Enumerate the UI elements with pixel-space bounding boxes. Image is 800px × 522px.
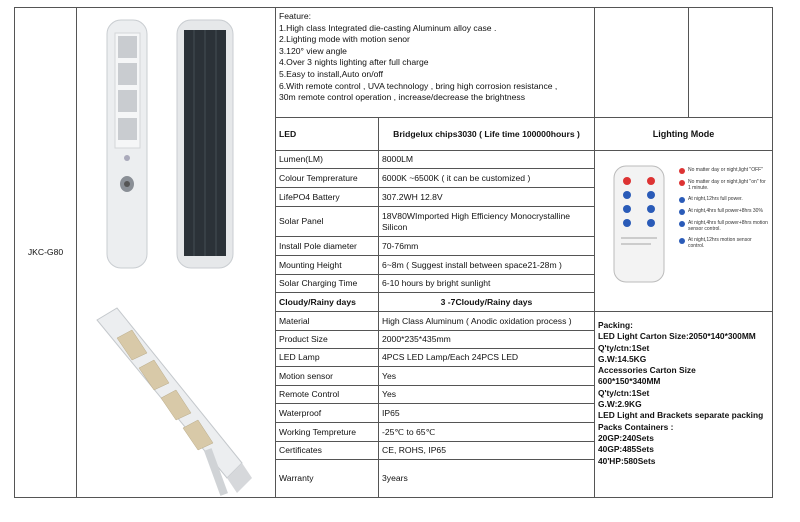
legend-item — [679, 196, 769, 203]
legend-text: At night,12hrs full power. — [688, 196, 743, 202]
packing-line: 40GP:485Sets — [598, 444, 654, 455]
legend-text: At night,12hrs motion sensor control. — [688, 237, 752, 249]
spec-value: 2000*235*435mm — [382, 334, 451, 344]
spec-value: 6~8m ( Suggest install between space21-28m ) — [382, 259, 562, 270]
packing-line: LED Light Carton Size:2050*140*300MM — [598, 331, 756, 342]
spec-value: 8000LM — [382, 154, 414, 164]
legend-text: At night,4hrs full power+8hrs motion sensor control. — [688, 220, 768, 232]
spec-label: Remote Control — [279, 389, 340, 399]
feature-line: 3.120° view angle — [279, 45, 347, 56]
mode-button-icon — [679, 209, 685, 215]
spec-value: 6-10 hours by bright sunlight — [382, 278, 491, 288]
spec-value: 3years — [382, 473, 408, 483]
spec-value: 307.2WH 12.8V — [382, 191, 443, 202]
legend-item — [679, 179, 769, 191]
remote-legend — [679, 167, 769, 249]
spec-label: Colour Temprerature — [279, 172, 358, 183]
spec-label: Solar Panel — [279, 216, 324, 226]
lamp-solar-panel-view — [177, 20, 233, 268]
spec-label: Warranty — [279, 473, 314, 483]
lighting-mode-header: Lighting Mode — [652, 128, 715, 139]
mode-button-icon — [679, 238, 685, 244]
spec-value: CE, ROHS, IP65 — [382, 445, 446, 455]
spec-label: Solar Charging Time — [279, 278, 358, 288]
feature-line: 5.Easy to install,Auto on/off — [279, 68, 383, 79]
spec-value: 70-76mm — [382, 240, 419, 251]
feature-line: 2.Lighting mode with motion senor — [279, 34, 410, 45]
legend-item — [679, 208, 769, 215]
spec-label: Product Size — [279, 334, 328, 344]
packing-line: G.W:2.9KG — [598, 399, 642, 410]
packing-line: Accessories Carton Size — [598, 365, 696, 376]
mode-button-icon — [679, 197, 685, 203]
packing-line: 600*150*340MM — [598, 376, 661, 387]
spec-value: 6000K ~6500K ( it can be customized ) — [382, 172, 531, 183]
packing-line: 40'HP:580Sets — [598, 455, 656, 466]
off-button-icon — [679, 168, 685, 174]
product-images — [77, 8, 275, 497]
legend-item — [679, 237, 769, 249]
model-name: JKC-G80 — [27, 247, 64, 257]
model-cell — [15, 8, 76, 497]
spec-label: Certificates — [279, 445, 322, 455]
spec-value: Yes — [382, 370, 397, 381]
legend-text: No matter day or night,light "on" for 1 minute. — [688, 179, 766, 191]
remote-control-icon — [613, 165, 665, 283]
feature-line: Feature: — [279, 11, 312, 21]
led-label: LED — [279, 128, 297, 139]
spec-value: 18V80WImported High Efficiency Monocrystalline Silicon — [382, 210, 571, 232]
feature-line: 1.High class Integrated die-casting Aluminum alloy case . — [279, 22, 497, 33]
spec-label: Lumen(LM) — [279, 154, 323, 164]
street-light-illustration — [77, 8, 275, 497]
spec-label: LED Lamp — [279, 352, 320, 362]
spec-label: Motion sensor — [279, 370, 333, 381]
spec-label: Waterproof — [279, 407, 322, 418]
spec-label: LifePO4 Battery — [279, 191, 340, 202]
spec-label: Mounting Height — [279, 259, 342, 270]
spec-value: -25℃ to 65℃ — [382, 426, 436, 437]
spec-label: Material — [279, 315, 310, 326]
features-cell — [276, 8, 594, 117]
packing-line: Q'ty/ctn:1Set — [598, 342, 650, 353]
feature-line: 6.With remote control , UVA technology , bring high corrosion resistance , — [279, 80, 558, 91]
legend-item — [679, 167, 769, 174]
led-value: Bridgelux chips3030 ( Life time 100000hours ) — [393, 128, 580, 139]
legend-text: No matter day or night,light "OFF" — [688, 167, 763, 173]
packing-line: Q'ty/ctn:1Set — [598, 387, 650, 398]
spec-value: Yes — [382, 389, 397, 399]
packing-line: LED Light and Brackets separate packing — [598, 410, 764, 421]
packing-line: 20GP:240Sets — [598, 432, 654, 443]
legend-item — [679, 220, 769, 232]
mode-button-icon — [679, 221, 685, 227]
lamp-front-view — [107, 20, 147, 268]
legend-text: At night,4hrs full power+8hrs 30% — [688, 208, 763, 214]
spec-label: Working Tempreture — [279, 426, 357, 437]
spec-label: Install Pole diameter — [279, 240, 357, 251]
spec-value: 4PCS LED Lamp/Each 24PCS LED — [382, 352, 519, 362]
packing-line: Packing: — [598, 320, 633, 330]
spec-value: IP65 — [382, 407, 400, 418]
lighting-mode-panel — [595, 151, 772, 311]
packing-line: G.W:14.5KG — [598, 353, 647, 364]
feature-line: 30m remote control operation , increase/decrease the brightness — [279, 92, 526, 103]
feature-line: 4.Over 3 nights lighting after full charge — [279, 57, 429, 68]
cloudy-label: Cloudy/Rainy days — [279, 296, 356, 307]
cloudy-value: 3 -7Cloudy/Rainy days — [440, 296, 533, 307]
lamp-angled-view — [97, 308, 252, 496]
packing-cell — [595, 318, 772, 497]
on-button-icon — [679, 180, 685, 186]
packing-line: Packs Containers : — [598, 421, 674, 432]
spec-value: High Class Aluminum ( Anodic oxidation process ) — [382, 315, 572, 326]
